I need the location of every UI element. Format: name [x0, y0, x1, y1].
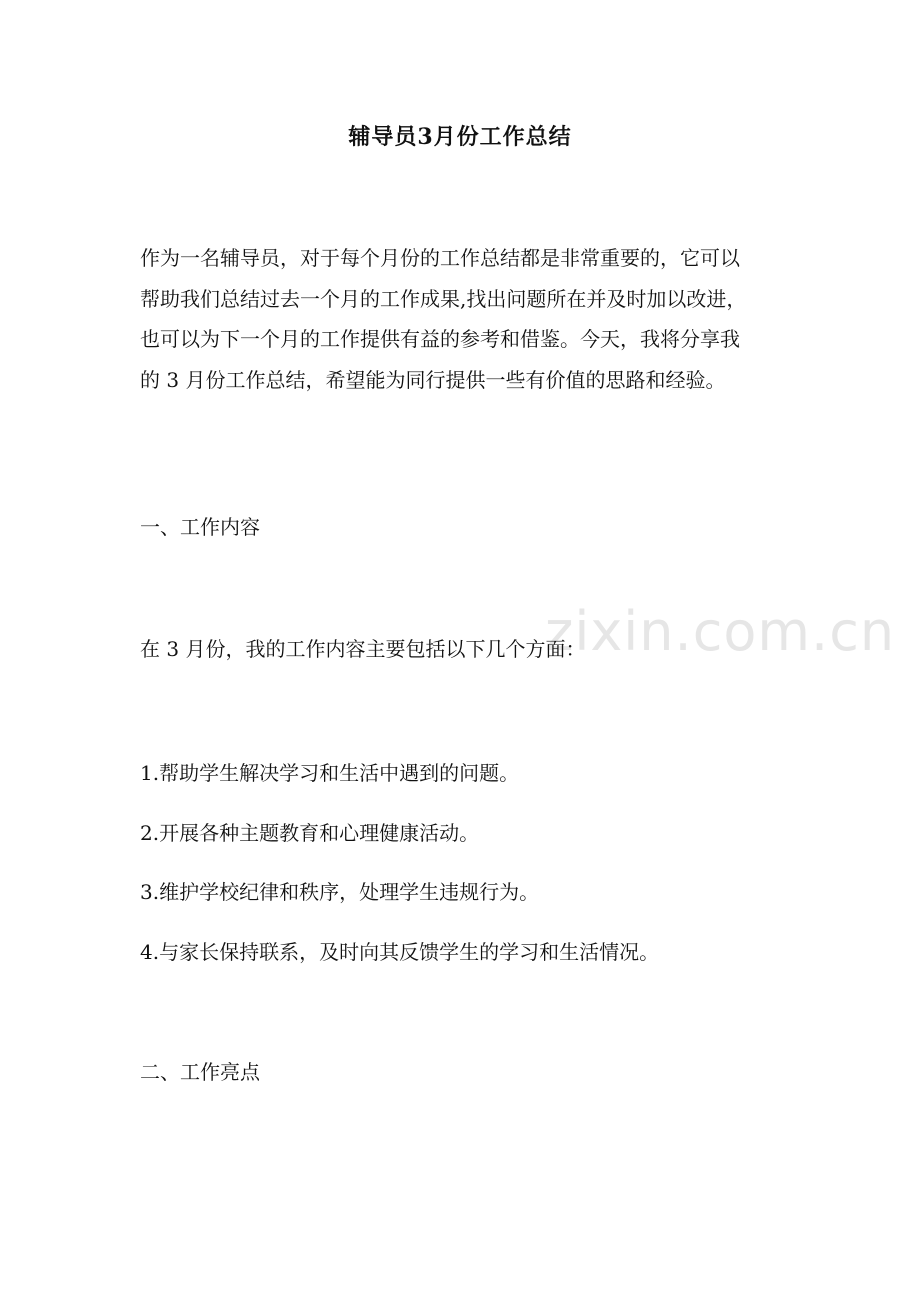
section-intro: 在 3 月份，我的工作内容主要包括以下几个方面： [140, 637, 586, 661]
list-item: 3.维护学校纪律和秩序，处理学生违规行为。 [140, 880, 540, 904]
intro-line: 帮助我们总结过去一个月的工作成果,找出问题所在并及时加以改进， [140, 286, 747, 311]
intro-line: 的 3 月份工作总结，希望能为同行提供一些有价值的思路和经验。 [140, 367, 726, 392]
list-item: 4.与家长保持联系，及时向其反馈学生的学习和生活情况。 [140, 940, 660, 964]
intro-line: 作为一名辅导员，对于每个月份的工作总结都是非常重要的，它可以 [140, 246, 740, 270]
intro-paragraph [140, 238, 790, 400]
section-heading-highlights: 二、工作亮点 [140, 1060, 260, 1084]
section-heading-work-content: 一、工作内容 [140, 515, 260, 539]
document-title: 辅导员3月份工作总结 [348, 124, 572, 150]
watermark: zixin.com.cn [545, 600, 896, 663]
intro-line: 也可以为下一个月的工作提供有益的参考和借鉴。今天，我将分享我 [140, 327, 740, 351]
list-item: 1.帮助学生解决学习和生活中遇到的问题。 [140, 761, 520, 785]
list-item: 2.开展各种主题教育和心理健康活动。 [140, 821, 480, 845]
